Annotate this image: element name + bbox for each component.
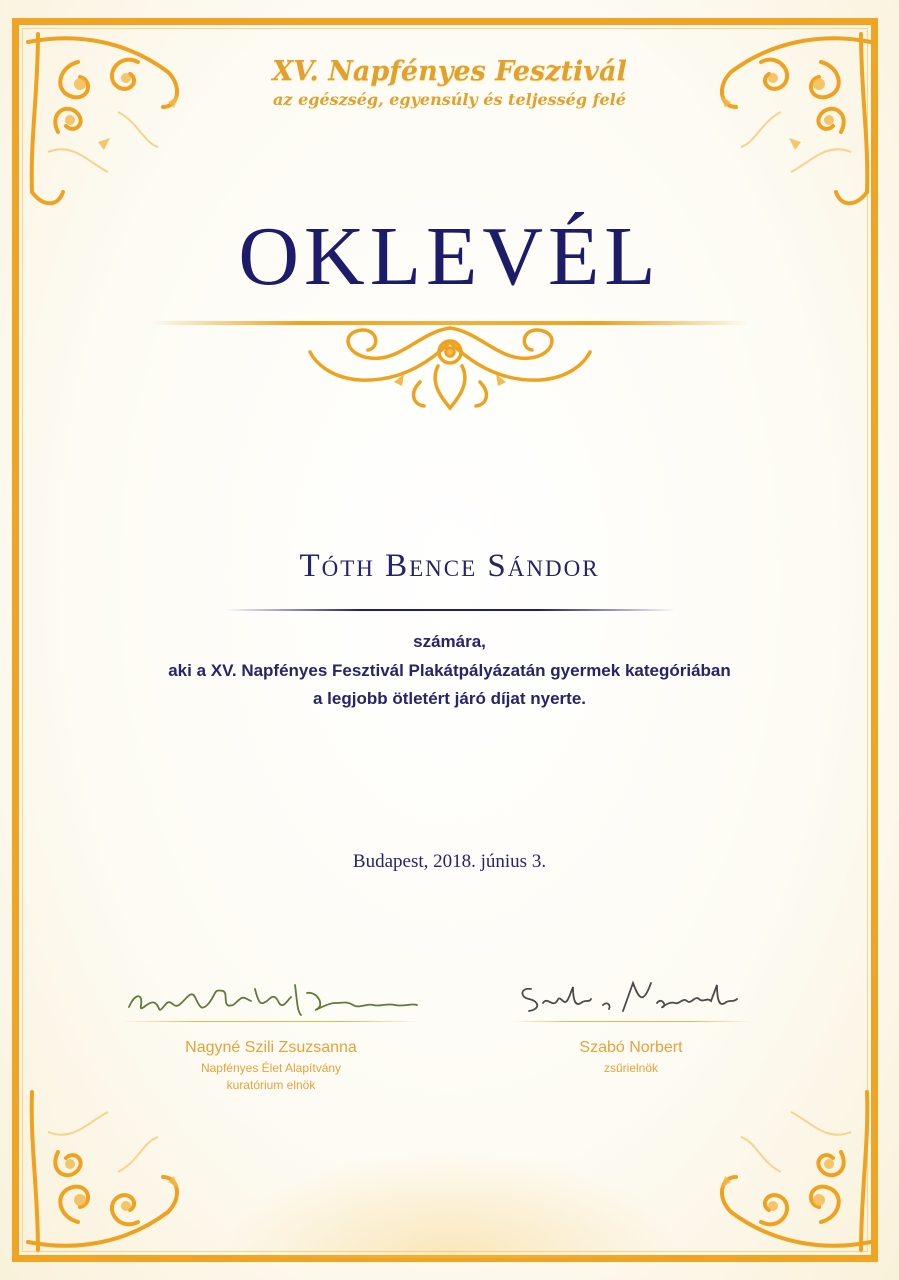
body-line-1: számára, <box>413 632 486 651</box>
place-date: Budapest, 2018. június 3. <box>352 851 547 872</box>
bottom-glow-decoration <box>220 1148 680 1258</box>
body-line-3: a legjobb ötletért járó díjat nyerte. <box>313 689 586 708</box>
signatory-role-line-2: kuratórium elnök <box>226 1078 316 1092</box>
signature-image <box>121 975 421 1021</box>
signature-image <box>511 975 751 1021</box>
body-line-2: aki a XV. Napfényes Fesztivál Plakátpályázatán gyermek kategóriában <box>168 661 731 680</box>
signatory-role-line-1: Napfényes Élet Alapítvány <box>200 1061 342 1075</box>
festival-subtitle: az egészség, egyensúly és teljesség felé <box>273 90 626 109</box>
recipient-name: Tóth Bence Sándor <box>299 548 600 584</box>
signatory-2 <box>466 975 796 1077</box>
certificate-title: OKLEVÉL <box>238 210 661 303</box>
festival-title: XV. Napfényes Fesztivál <box>272 56 627 87</box>
corner-ornament-icon <box>681 1052 881 1262</box>
signature-line <box>121 1021 421 1022</box>
signatory-name: Szabó Norbert <box>579 1039 683 1056</box>
signatory-name: Nagyné Szili Zsuzsanna <box>185 1039 357 1056</box>
recipient-underline <box>225 609 675 611</box>
corner-ornament-icon <box>681 22 881 232</box>
signatory-1 <box>106 975 436 1094</box>
signatory-role-line-1: zsűrielnök <box>603 1061 659 1075</box>
center-flourish-icon <box>300 322 600 414</box>
signature-line <box>511 1021 751 1022</box>
corner-ornament-icon <box>18 22 218 232</box>
